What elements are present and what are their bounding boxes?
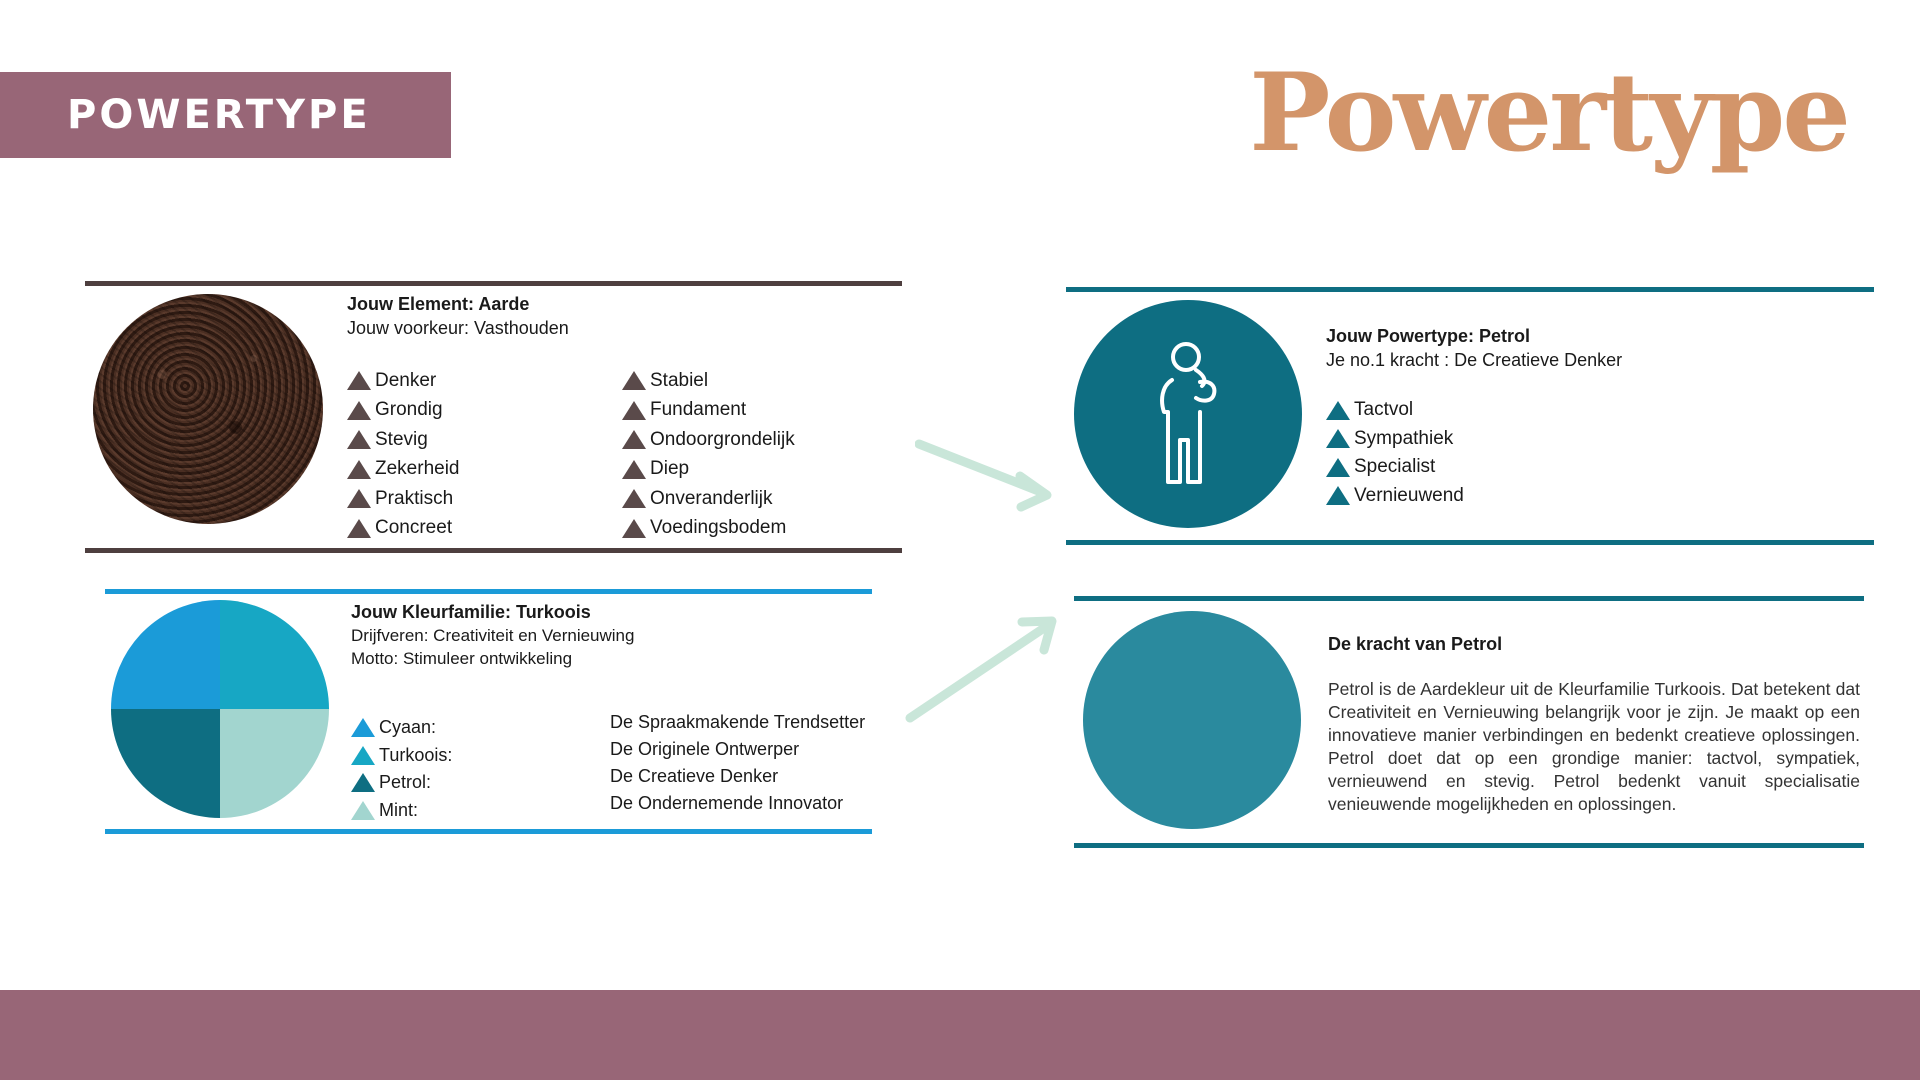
strength-body-text: Petrol is de Aardekleur uit de Kleurfamilie Turkoois. Dat betekent dat Creativiteit en Vernieuwing belangrijk voor je zijn. Je maakt op een innovatieve manier verbindingen en bedenkt creatieve oplossingen. Petrol doet dat op een grondige manier: tactvol, sympatiek, vernieuwend en stevig. Petrol bedenkt vanuit specialisatie venieuwende mogelijkheden en oplossingen. bbox=[1328, 679, 1860, 814]
petrol-color-circle bbox=[1083, 611, 1301, 829]
list-item: Denker bbox=[347, 366, 460, 396]
family-members bbox=[351, 714, 452, 824]
family-card-bottom-rule bbox=[105, 829, 872, 834]
list-item: Zekerheid bbox=[347, 455, 460, 485]
family-heading: Jouw Kleurfamilie: Turkoois bbox=[351, 602, 591, 622]
list-item: De Creatieve Denker bbox=[610, 766, 779, 786]
triangle-bullet-icon bbox=[1326, 429, 1350, 448]
element-card-top-rule bbox=[85, 281, 902, 286]
list-item: Turkoois: bbox=[351, 742, 452, 770]
triangle-bullet-icon bbox=[347, 460, 371, 479]
triangle-bullet-icon bbox=[351, 773, 375, 792]
triangle-bullet-icon bbox=[622, 430, 646, 449]
list-item: Cyaan: bbox=[351, 714, 452, 742]
arrow-up-right-icon bbox=[904, 612, 1059, 727]
element-traits-right bbox=[622, 366, 795, 543]
page-title: Powertype bbox=[1249, 50, 1848, 176]
list-item: Voedingsbodem bbox=[622, 514, 795, 544]
family-card-top-rule bbox=[105, 589, 872, 594]
strength-heading: De kracht van Petrol bbox=[1328, 634, 1503, 654]
list-item: Petrol: bbox=[351, 769, 452, 797]
list-item: Concreet bbox=[347, 514, 460, 544]
pie-quadrant-petrol bbox=[111, 709, 220, 818]
arrow-down-right-icon bbox=[915, 432, 1060, 512]
list-item: Onveranderlijk bbox=[622, 484, 795, 514]
family-drivers: Drijfveren: Creativiteit en Vernieuwing bbox=[351, 626, 635, 645]
strength-card-top-rule bbox=[1074, 596, 1864, 601]
pie-quadrant-mint bbox=[220, 709, 329, 818]
list-item: Grondig bbox=[347, 396, 460, 426]
list-item: De Spraakmakende Trendsetter bbox=[610, 712, 866, 732]
strength-card-bottom-rule bbox=[1074, 843, 1864, 848]
list-item: Stabiel bbox=[622, 366, 795, 396]
list-item: Mint: bbox=[351, 797, 452, 825]
element-card-bottom-rule bbox=[85, 548, 902, 553]
list-item: Specialist bbox=[1326, 453, 1464, 482]
triangle-bullet-icon bbox=[622, 371, 646, 390]
pie-quadrant-cyaan bbox=[111, 600, 220, 709]
list-item: Ondoorgrondelijk bbox=[622, 425, 795, 455]
list-item: De Ondernemende Innovator bbox=[610, 793, 844, 813]
triangle-bullet-icon bbox=[622, 460, 646, 479]
powertype-heading: Jouw Powertype: Petrol bbox=[1326, 326, 1531, 346]
triangle-bullet-icon bbox=[622, 489, 646, 508]
section-tag-label: POWERTYPE bbox=[67, 92, 371, 138]
triangle-bullet-icon bbox=[347, 519, 371, 538]
triangle-bullet-icon bbox=[351, 718, 375, 737]
triangle-bullet-icon bbox=[1326, 486, 1350, 505]
list-item: Diep bbox=[622, 455, 795, 485]
list-item: Stevig bbox=[347, 425, 460, 455]
list-item: Vernieuwend bbox=[1326, 482, 1464, 511]
powertype-card-top-rule bbox=[1066, 287, 1874, 292]
section-tag bbox=[0, 72, 451, 158]
triangle-bullet-icon bbox=[347, 371, 371, 390]
family-motto: Motto: Stimuleer ontwikkeling bbox=[351, 649, 573, 668]
triangle-bullet-icon bbox=[347, 489, 371, 508]
list-item: De Originele Ontwerper bbox=[610, 739, 800, 759]
list-item: Tactvol bbox=[1326, 396, 1464, 425]
triangle-bullet-icon bbox=[351, 746, 375, 765]
list-item: Sympathiek bbox=[1326, 425, 1464, 454]
triangle-bullet-icon bbox=[1326, 458, 1350, 477]
element-traits-left bbox=[347, 366, 460, 543]
triangle-bullet-icon bbox=[1326, 401, 1350, 420]
family-descriptions bbox=[610, 712, 865, 820]
element-preference: Jouw voorkeur: Vasthouden bbox=[347, 318, 569, 338]
element-heading: Jouw Element: Aarde bbox=[347, 294, 530, 314]
soil-image bbox=[93, 294, 323, 524]
triangle-bullet-icon bbox=[347, 430, 371, 449]
list-item: Fundament bbox=[622, 396, 795, 426]
footer-bar bbox=[0, 990, 1920, 1080]
powertype-card-bottom-rule bbox=[1066, 540, 1874, 545]
powertype-strength: Je no.1 kracht : De Creatieve Denker bbox=[1326, 350, 1623, 370]
powertype-traits bbox=[1326, 396, 1464, 510]
color-family-pie-chart bbox=[111, 600, 329, 818]
triangle-bullet-icon bbox=[351, 801, 375, 820]
triangle-bullet-icon bbox=[622, 519, 646, 538]
thinking-person-icon bbox=[1150, 340, 1226, 488]
triangle-bullet-icon bbox=[622, 401, 646, 420]
pie-quadrant-turkoois bbox=[220, 600, 329, 709]
triangle-bullet-icon bbox=[347, 401, 371, 420]
list-item: Praktisch bbox=[347, 484, 460, 514]
